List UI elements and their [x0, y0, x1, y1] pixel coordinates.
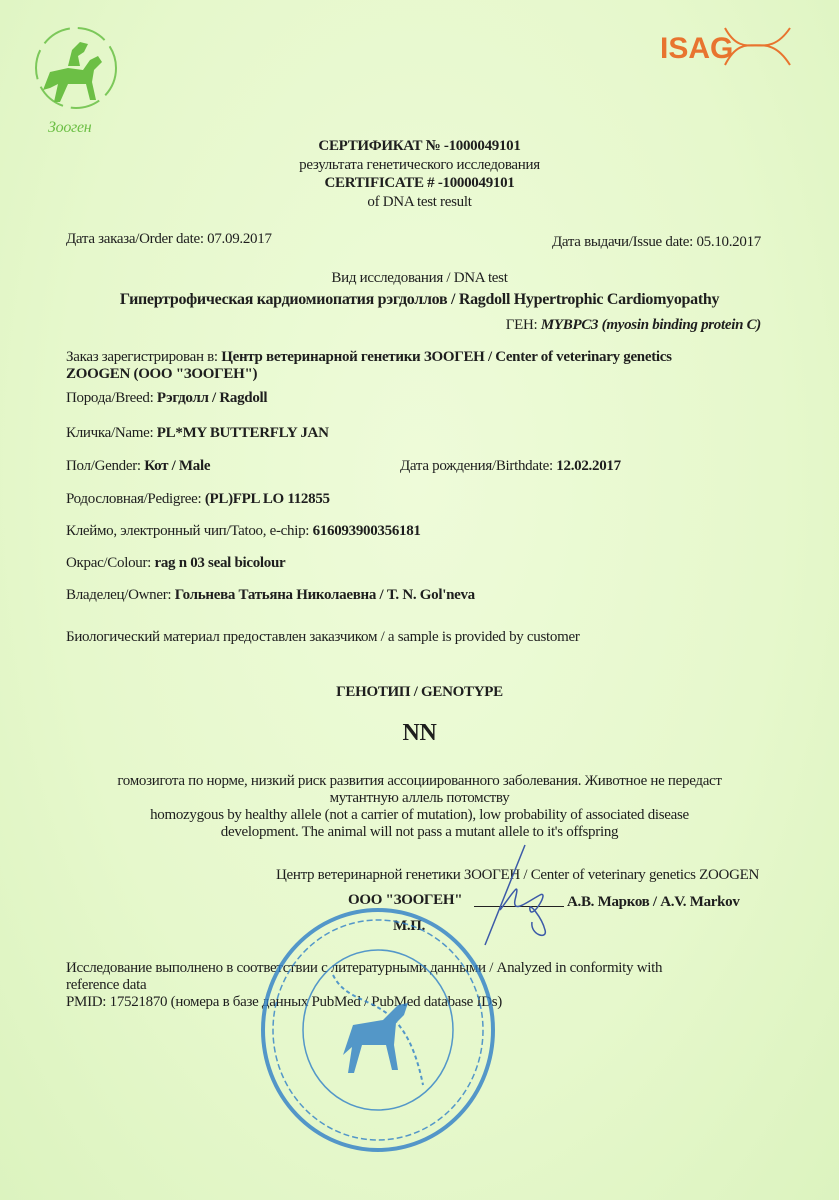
- chip: [66, 523, 421, 539]
- birthdate: [400, 458, 621, 474]
- chip-value: 616093900356181: [312, 523, 421, 539]
- order-date-label: Дата заказа/Order date:: [66, 231, 204, 247]
- result-desc-en-1: homozygous by healthy allele (not a carrier of mutation), low probability of associated disease: [150, 807, 689, 823]
- breed-label: Порода/Breed:: [66, 390, 154, 406]
- gender: [66, 458, 210, 474]
- pedigree-label: Родословная/Pedigree:: [66, 491, 202, 507]
- gene-label: ГЕН:: [505, 317, 538, 333]
- gene-value: MYBPC3 (myosin binding protein C): [540, 317, 761, 333]
- analyzed-line-1: Исследование выполнено в соответствии с литературными данными / Analyzed in conformity with: [66, 960, 663, 976]
- pmid: PMID: 17521870 (номера в базе данных PubMed / PubMed database IDs): [66, 994, 502, 1010]
- owner-value: Гольнева Татьяна Николаевна / T. N. Gol'neva: [174, 587, 475, 603]
- registered-value: Центр ветеринарной генетики ЗООГЕН / Center of veterinary genetics: [221, 349, 672, 365]
- signer: А.В. Марков / A.V. Markov: [567, 894, 740, 910]
- certificate-subtitle-ru: результата генетического исследования: [299, 157, 540, 173]
- sample-note: Биологический материал предоставлен заказчиком / a sample is provided by customer: [66, 629, 580, 645]
- certificate-title-en: CERTIFICATE # -1000049101: [324, 175, 515, 191]
- zoogen-logo: [28, 20, 118, 140]
- issue-date-label: Дата выдачи/Issue date:: [551, 234, 694, 250]
- registered-at-line2: ZOOGEN (ООО "ЗООГЕН"): [66, 366, 258, 382]
- issue-date: [552, 234, 761, 250]
- stamp-place-label: М.П.: [393, 918, 426, 934]
- owner: [66, 587, 475, 603]
- breed-value: Рэгдолл / Ragdoll: [156, 390, 268, 406]
- logo-text: Зооген: [48, 119, 92, 136]
- isag-dna-icon: [720, 20, 800, 70]
- analyzed-line-2: reference data: [66, 977, 147, 993]
- chip-label: Клеймо, электронный чип/Tatoo, e-chip:: [66, 523, 310, 539]
- round-stamp: [258, 905, 498, 1155]
- signature-center: Центр ветеринарной генетики ЗООГЕН / Center of veterinary genetics ZOOGEN: [275, 867, 759, 883]
- result-desc-ru-1: гомозигота по норме, низкий риск развития ассоциированного заболевания. Животное не передаст: [117, 773, 722, 789]
- pedigree-value: (PL)FPL LO 112855: [204, 491, 330, 507]
- dna-test-name: Гипертрофическая кардиомиопатия рэгдоллов / Ragdoll Hypertrophic Cardiomyopathy: [119, 291, 720, 308]
- pedigree: [66, 491, 330, 507]
- isag-logo: [660, 32, 733, 66]
- birthdate-label: Дата рождения/Birthdate:: [400, 458, 553, 474]
- result-desc-en-2: development. The animal will not pass a mutant allele to it's offspring: [220, 824, 619, 840]
- colour: [66, 555, 285, 571]
- name-label: Кличка/Name:: [66, 425, 154, 441]
- birthdate-value: 12.02.2017: [556, 458, 621, 474]
- colour-value: rag n 03 seal bicolour: [154, 555, 286, 571]
- order-date: [66, 231, 272, 247]
- result-desc-ru-2: мутантную аллель потомству: [329, 790, 510, 806]
- dna-test-label: Вид исследования / DNA test: [331, 270, 508, 286]
- breed: [66, 390, 267, 406]
- isag-text: ISAG: [660, 32, 734, 65]
- gender-label: Пол/Gender:: [66, 458, 141, 474]
- owner-label: Владелец/Owner:: [66, 587, 172, 603]
- certificate-title-ru: СЕРТИФИКАТ № -1000049101: [318, 138, 521, 154]
- certificate-subtitle-en: of DNA test result: [367, 194, 472, 210]
- order-date-value: 07.09.2017: [207, 231, 272, 247]
- genotype-value: NN: [402, 720, 437, 746]
- gender-value: Кот / Male: [144, 458, 211, 474]
- animal-name: [66, 425, 329, 441]
- genotype-label: ГЕНОТИП / GENOTYPE: [336, 684, 503, 700]
- registered-at: [66, 349, 672, 365]
- colour-label: Окрас/Colour:: [66, 555, 152, 571]
- issue-date-value: 05.10.2017: [696, 234, 761, 250]
- registered-label: Заказ зарегистрирован в:: [66, 349, 218, 365]
- name-value: PL*MY BUTTERFLY JAN: [156, 425, 329, 441]
- signature-org: ООО "ЗООГЕН": [348, 892, 463, 908]
- gene: [506, 317, 761, 333]
